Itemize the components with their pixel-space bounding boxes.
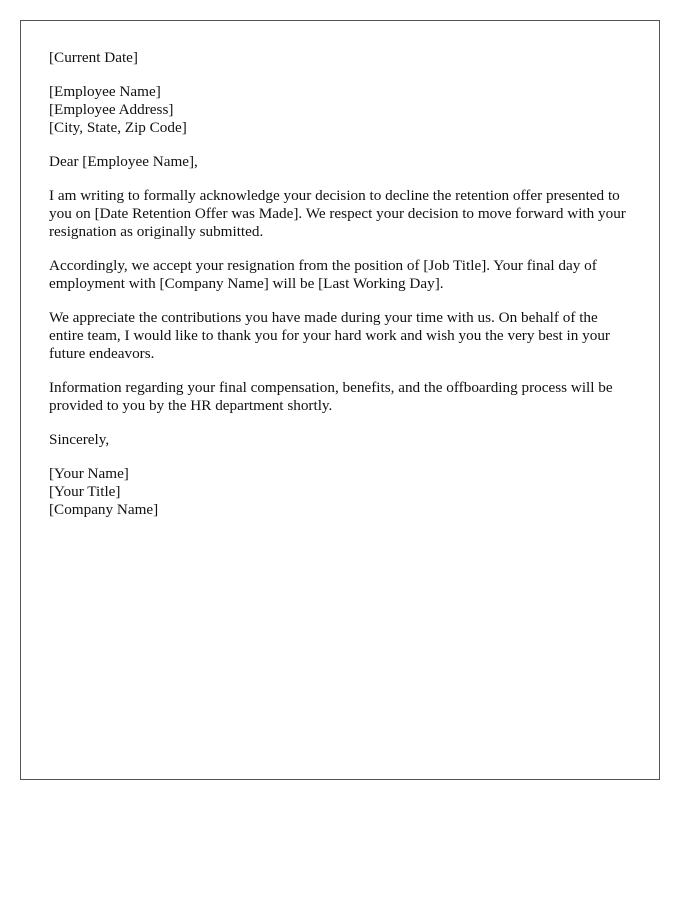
closing-block <box>49 431 635 449</box>
paragraph-acceptance: Accordingly, we accept your resignation from the position of [Job Title]. Your final day of employment with [Company Name] will be [Last Working Day]. <box>49 257 597 292</box>
recipient-city-state-zip: [City, State, Zip Code] <box>49 119 187 136</box>
signature-block <box>49 465 635 519</box>
sender-name: [Your Name] <box>49 465 129 482</box>
recipient-block <box>49 83 635 137</box>
date-block <box>49 49 635 67</box>
salutation: Dear [Employee Name], <box>49 153 198 170</box>
letter-body <box>49 49 635 535</box>
salutation-block <box>49 153 635 171</box>
letter-page <box>20 20 660 780</box>
sender-company: [Company Name] <box>49 501 159 518</box>
recipient-address: [Employee Address] <box>49 101 174 118</box>
paragraph-information: Information regarding your final compensation, benefits, and the offboarding process will be provided to you by the HR department shortly. <box>49 379 613 414</box>
closing: Sincerely, <box>49 431 110 448</box>
paragraph-appreciation: We appreciate the contributions you have made during your time with us. On behalf of the entire team, I would like to thank you for your hard work and wish you the very best in your future endeavors. <box>49 309 610 362</box>
sender-title: [Your Title] <box>49 483 121 500</box>
paragraph-acknowledgement: I am writing to formally acknowledge your decision to decline the retention offer presented to you on [Date Retention Offer was Made]. We respect your decision to move forward with your resignation as originally submitted. <box>49 187 626 240</box>
recipient-name: [Employee Name] <box>49 83 161 100</box>
letter-date: [Current Date] <box>49 49 138 66</box>
